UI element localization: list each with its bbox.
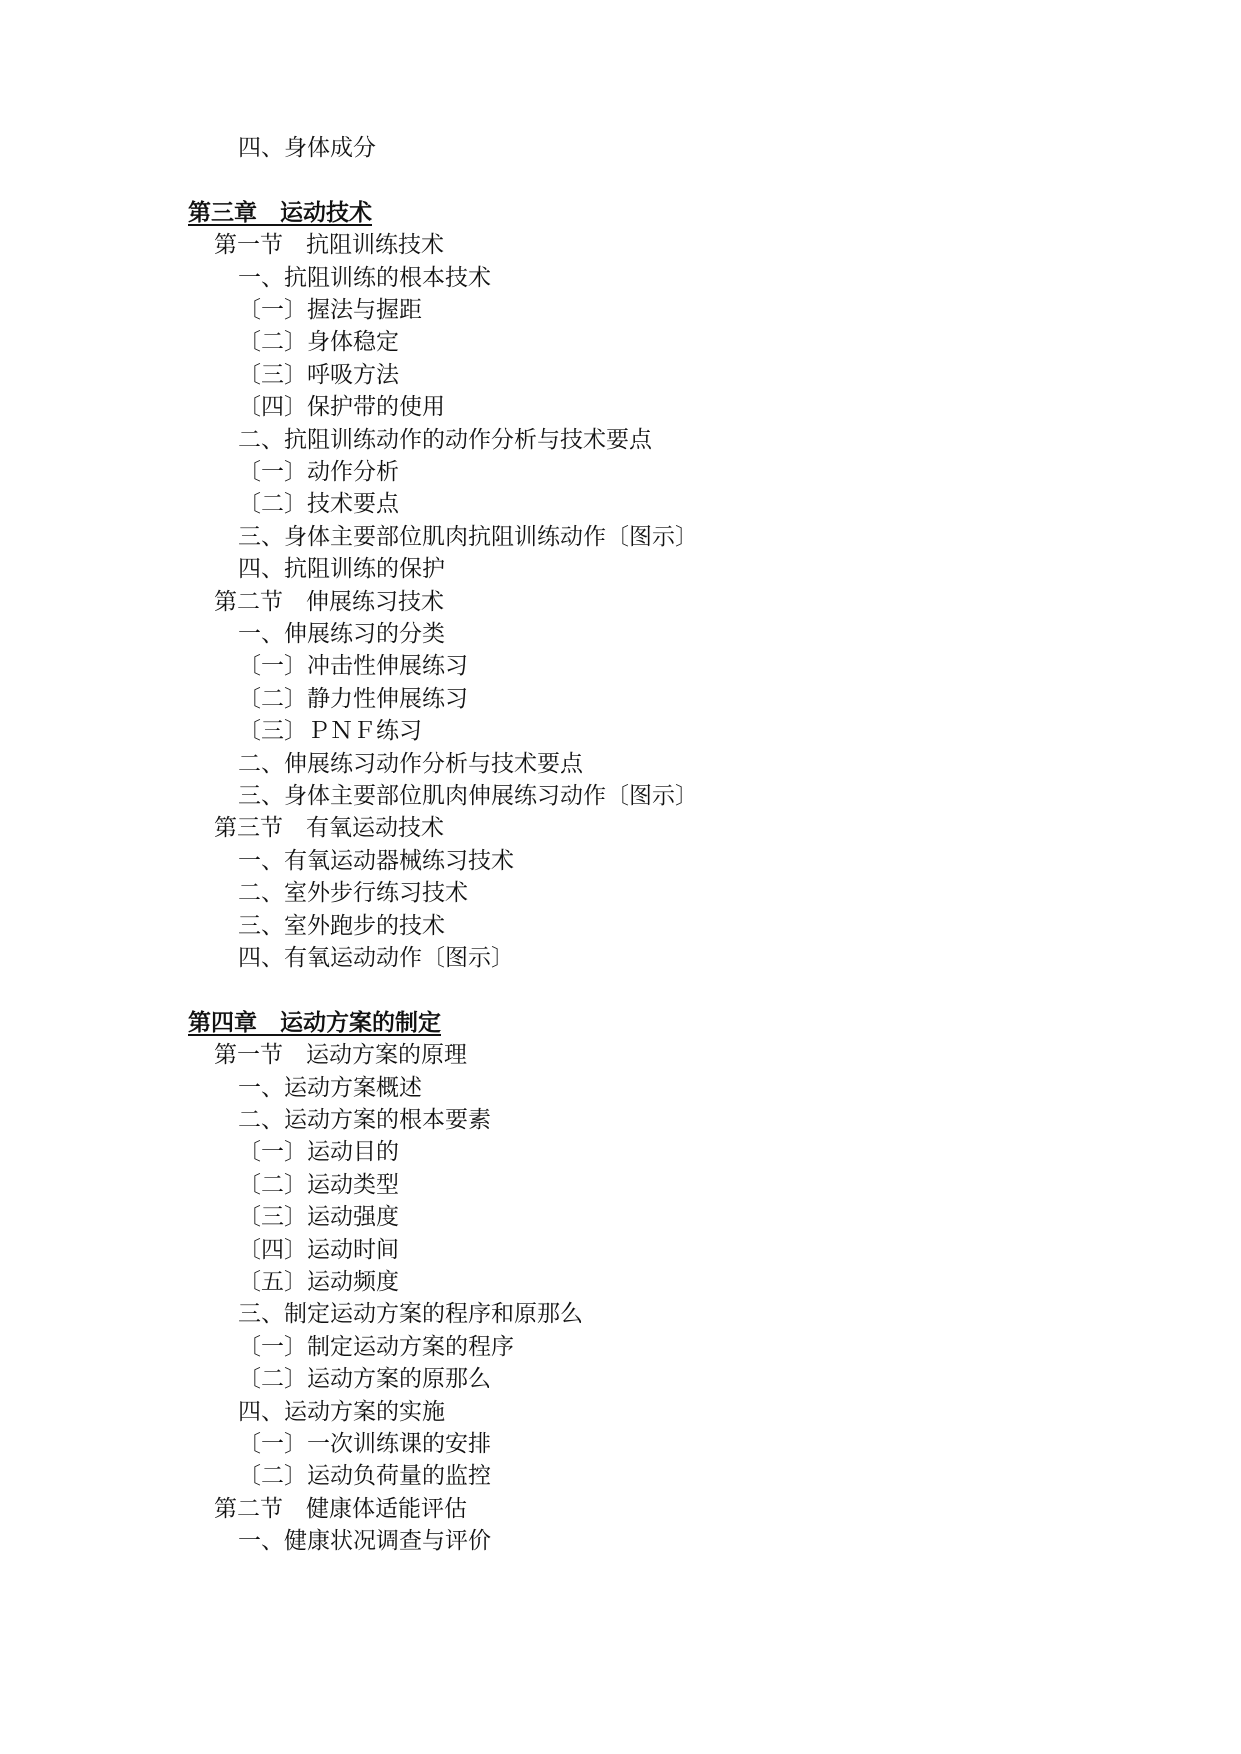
outline-item: 三、身体主要部位肌肉抗阻训练动作〔图示〕	[238, 524, 698, 550]
outline-subitem: 〔二〕运动方案的原那么	[238, 1366, 491, 1392]
section-heading: 第二节 健康体适能评估	[214, 1496, 467, 1522]
outline-subitem: 〔一〕一次训练课的安排	[238, 1431, 491, 1457]
section-heading: 第三节 有氧运动技术	[214, 815, 444, 841]
outline-subitem: 〔一〕冲击性伸展练习	[238, 653, 468, 679]
outline-subitem: 〔二〕运动类型	[238, 1172, 399, 1198]
section-heading: 第一节 运动方案的原理	[214, 1042, 467, 1068]
outline-item: 一、伸展练习的分类	[238, 621, 445, 647]
outline-subitem: 〔二〕运动负荷量的监控	[238, 1463, 491, 1489]
outline-subitem: 〔四〕保护带的使用	[238, 394, 445, 420]
outline-subitem: 〔一〕制定运动方案的程序	[238, 1334, 514, 1360]
outline-item: 一、有氧运动器械练习技术	[238, 848, 514, 874]
outline-subitem: 〔一〕握法与握距	[238, 297, 422, 323]
outline-subitem: 〔三〕呼吸方法	[238, 362, 399, 388]
outline-subitem: 〔五〕运动频度	[238, 1269, 399, 1295]
outline-item: 四、运动方案的实施	[238, 1399, 445, 1425]
outline-item: 一、健康状况调查与评价	[238, 1528, 491, 1554]
outline-item: 二、抗阻训练动作的动作分析与技术要点	[238, 427, 652, 453]
outline-subitem: 〔三〕ＰＮＦ练习	[238, 718, 422, 744]
outline-item: 二、室外步行练习技术	[238, 880, 468, 906]
outline-subitem: 〔二〕身体稳定	[238, 329, 399, 355]
outline-item: 四、身体成分	[238, 135, 376, 161]
outline-item: 三、室外跑步的技术	[238, 913, 445, 939]
chapter-heading: 第三章 运动技术	[188, 199, 372, 226]
chapter-heading: 第四章 运动方案的制定	[188, 1009, 441, 1036]
outline-item: 二、伸展练习动作分析与技术要点	[238, 751, 583, 777]
outline-item: 一、运动方案概述	[238, 1075, 422, 1101]
outline-item: 四、抗阻训练的保护	[238, 556, 445, 582]
section-heading: 第二节 伸展练习技术	[214, 589, 444, 615]
outline-subitem: 〔三〕运动强度	[238, 1204, 399, 1230]
outline-subitem: 〔二〕静力性伸展练习	[238, 686, 468, 712]
outline-subitem: 〔一〕运动目的	[238, 1139, 399, 1165]
section-heading: 第一节 抗阻训练技术	[214, 232, 444, 258]
outline-item: 三、身体主要部位肌肉伸展练习动作〔图示〕	[238, 783, 698, 809]
outline-item: 四、有氧运动动作〔图示〕	[238, 945, 514, 971]
outline-item: 三、制定运动方案的程序和原那么	[238, 1301, 583, 1327]
outline-item: 二、运动方案的根本要素	[238, 1107, 491, 1133]
outline-subitem: 〔二〕技术要点	[238, 491, 399, 517]
outline-item: 一、抗阻训练的根本技术	[238, 265, 491, 291]
outline-subitem: 〔一〕动作分析	[238, 459, 399, 485]
outline-subitem: 〔四〕运动时间	[238, 1237, 399, 1263]
